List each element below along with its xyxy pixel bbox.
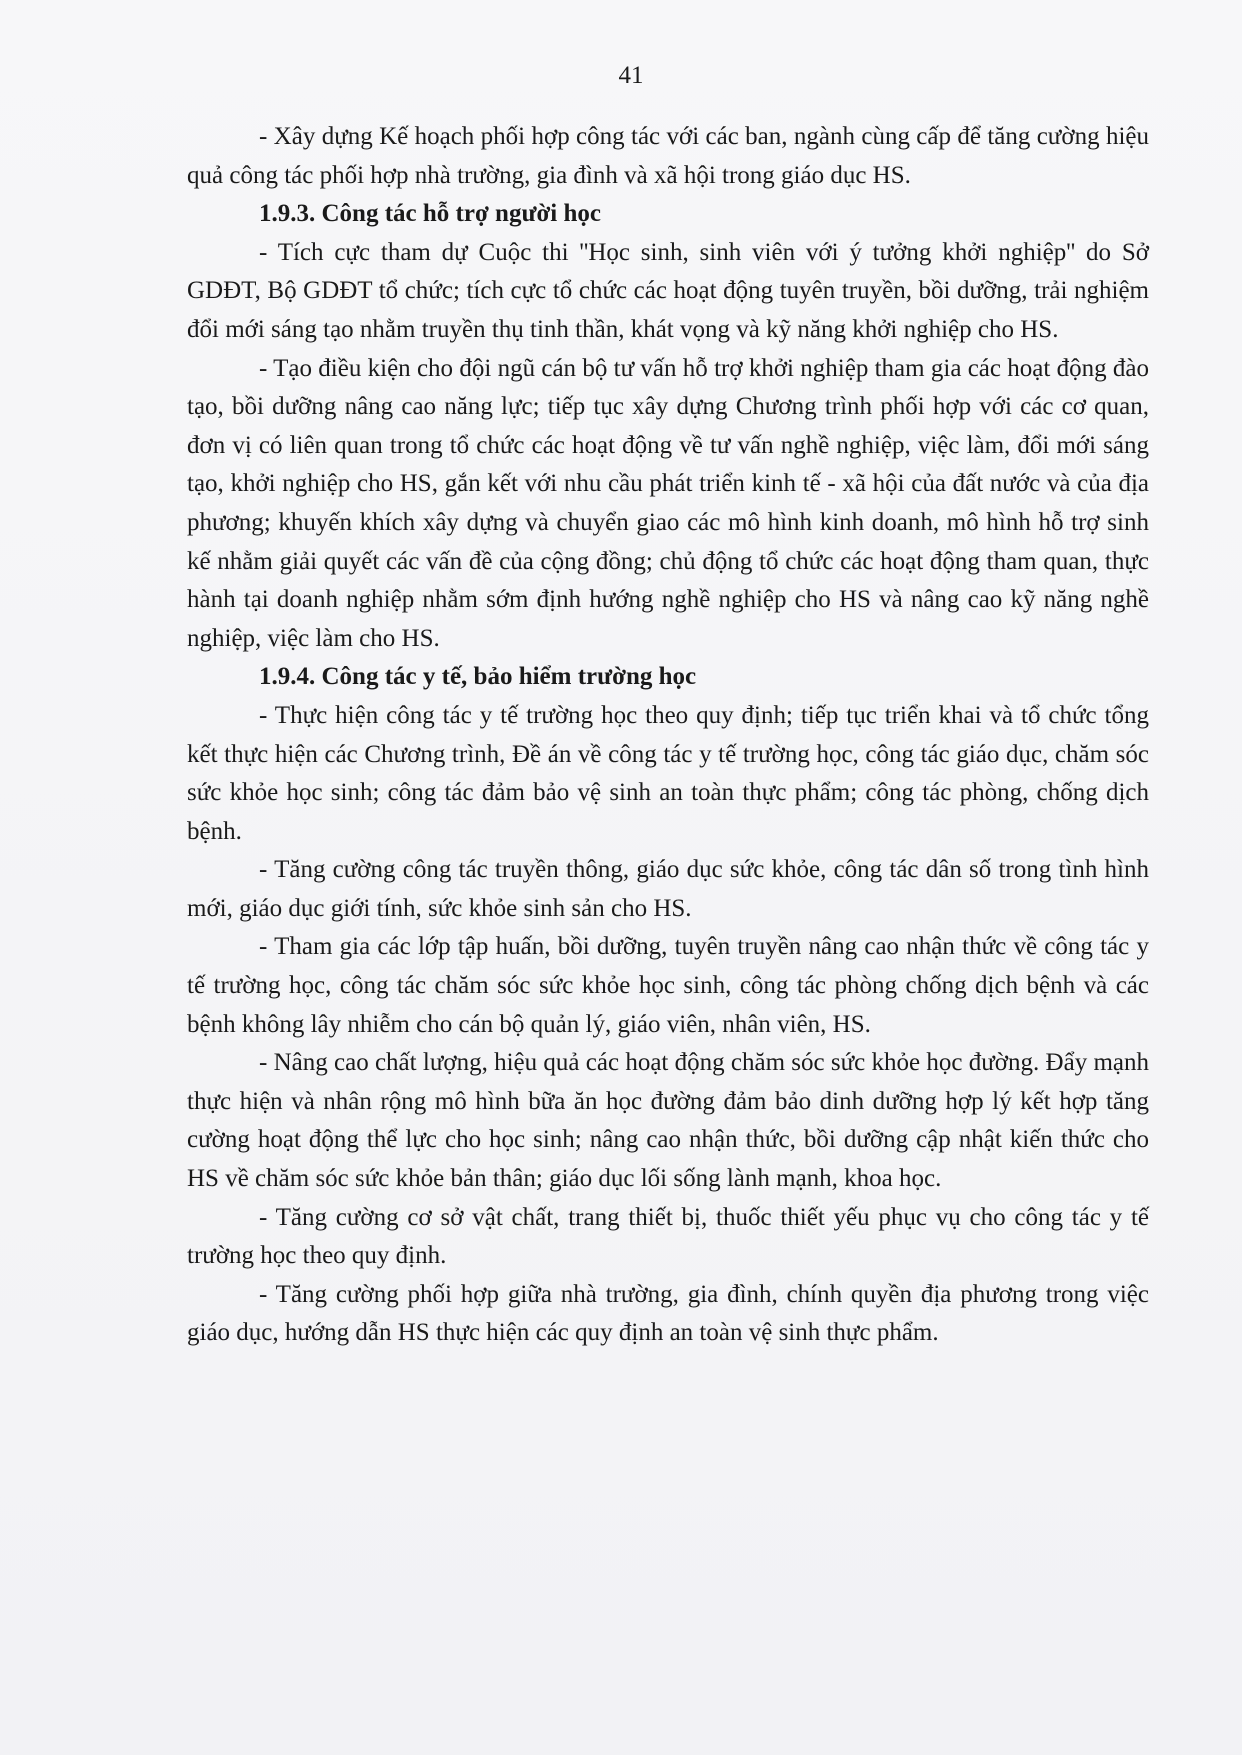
- section-heading: 1.9.4. Công tác y tế, bảo hiểm trường học: [259, 663, 697, 691]
- page-content: [187, 118, 1149, 1353]
- paragraph: - Tăng cường cơ sở vật chất, trang thiết bị, thuốc thiết yếu phục vụ cho công tác y tế trường học theo quy định.: [187, 1203, 1149, 1270]
- page-number: 41: [618, 62, 644, 89]
- paragraph: - Tăng cường công tác truyền thông, giáo dục sức khỏe, công tác dân số trong tình hình mới, giáo dục giới tính, sức khỏe sinh sản cho HS.: [187, 856, 1149, 922]
- paragraph: - Nâng cao chất lượng, hiệu quả các hoạt động chăm sóc sức khỏe học đường. Đẩy mạnh thực hiện và nhân rộng mô hình bữa ăn học đường đảm bảo dinh dưỡng hợp lý kết hợp tăng cường hoạt động thể lực cho học sinh; nâng cao nhận thức, bồi dưỡng cập nhật kiến thức cho HS về chăm sóc sức khỏe bản thân; giáo dục lối sống lành mạnh, khoa học.: [187, 1049, 1149, 1193]
- paragraph: - Tham gia các lớp tập huấn, bồi dưỡng, tuyên truyền nâng cao nhận thức về công tác y tế trường học, công tác chăm sóc sức khỏe học sinh, công tác phòng chống dịch bệnh và các bệnh không lây nhiễm cho cán bộ quản lý, giáo viên, nhân viên, HS.: [187, 933, 1149, 1038]
- paragraph: - Xây dựng Kế hoạch phối hợp công tác với các ban, ngành cùng cấp để tăng cường hiệu quả công tác phối hợp nhà trường, gia đình và xã hội trong giáo dục HS.: [187, 123, 1149, 189]
- section-heading: 1.9.3. Công tác hỗ trợ người học: [259, 200, 601, 228]
- paragraph: - Tạo điều kiện cho đội ngũ cán bộ tư vấn hỗ trợ khởi nghiệp tham gia các hoạt động đào tạo, bồi dưỡng nâng cao năng lực; tiếp tục xây dựng Chương trình phối hợp với các cơ quan, đơn vị có liên quan trong tổ chức các hoạt động về tư vấn nghề nghiệp, việc làm, đổi mới sáng tạo, khởi nghiệp cho HS, gắn kết với nhu cầu phát triển kinh tế - xã hội của đất nước và của địa phương; khuyến khích xây dựng và chuyển giao các mô hình kinh doanh, mô hình hỗ trợ sinh kế nhằm giải quyết các vấn đề của cộng đồng; chủ động tổ chức các hoạt động tham quan, thực hành tại doanh nghiệp nhằm sớm định hướng nghề nghiệp cho HS và nâng cao kỹ năng nghề nghiệp, việc làm cho HS.: [187, 354, 1149, 652]
- paragraph: - Tăng cường phối hợp giữa nhà trường, gia đình, chính quyền địa phương trong việc giáo dục, hướng dẫn HS thực hiện các quy định an toàn vệ sinh thực phẩm.: [187, 1280, 1149, 1347]
- paragraph: - Tích cực tham dự Cuộc thi ''Học sinh, sinh viên với ý tưởng khởi nghiệp'' do Sở GDĐT, Bộ GDĐT tổ chức; tích cực tổ chức các hoạt động tuyên truyền, bồi dưỡng, trải nghiệm đổi mới sáng tạo nhằm truyền thụ tinh thần, khát vọng và kỹ năng khởi nghiệp cho HS.: [187, 238, 1149, 343]
- paragraph: - Thực hiện công tác y tế trường học theo quy định; tiếp tục triển khai và tổ chức tổng kết thực hiện các Chương trình, Đề án về công tác y tế trường học, công tác giáo dục, chăm sóc sức khỏe học sinh; công tác đảm bảo vệ sinh an toàn thực phẩm; công tác phòng, chống dịch bệnh.: [187, 701, 1149, 845]
